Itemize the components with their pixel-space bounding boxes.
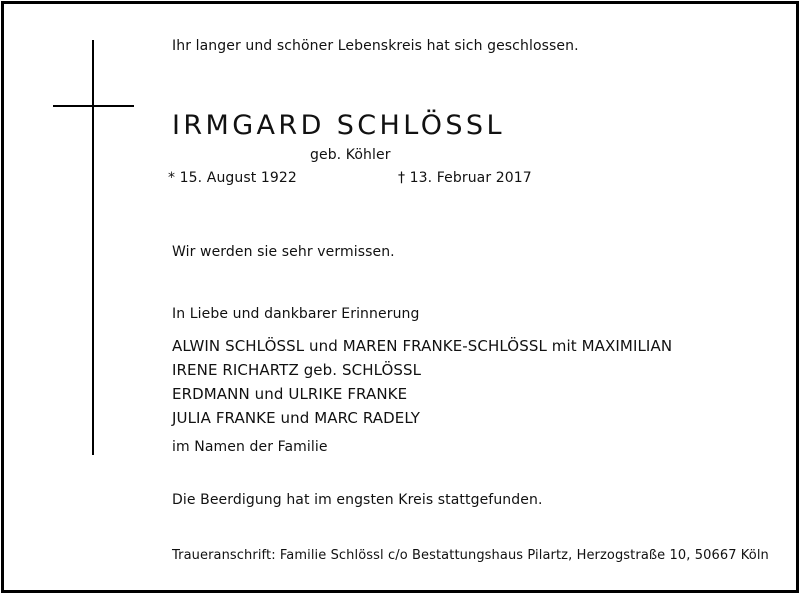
behalf-text: im Namen der Familie (172, 439, 328, 455)
miss-text: Wir werden sie sehr vermissen. (172, 244, 395, 260)
address-text: Traueranschrift: Familie Schlössl c/o Bestattungshaus Pilartz, Herzogstraße 10, 50667 Köln (172, 548, 769, 563)
family-line-2: IRENE RICHARTZ geb. SCHLÖSSL (172, 361, 422, 379)
deceased-name: IRMGARD SCHLÖSSL (172, 110, 505, 141)
death-date: † 13. Februar 2017 (398, 170, 532, 186)
intro-text: Ihr langer und schöner Lebenskreis hat sich geschlossen. (172, 38, 579, 54)
funeral-text: Die Beerdigung hat im engsten Kreis stattgefunden. (172, 492, 543, 508)
birth-date: * 15. August 1922 (168, 170, 297, 186)
family-line-1: ALWIN SCHLÖSSL und MAREN FRANKE-SCHLÖSSL mit MAXIMILIAN (172, 337, 673, 355)
family-line-4: JULIA FRANKE und MARC RADELY (172, 409, 421, 427)
cross-horizontal-bar (53, 105, 134, 107)
maiden-name: geb. Köhler (310, 147, 391, 163)
cross-vertical-bar (92, 40, 94, 455)
family-line-3: ERDMANN und ULRIKE FRANKE (172, 385, 408, 403)
memory-text: In Liebe und dankbarer Erinnerung (172, 306, 420, 322)
